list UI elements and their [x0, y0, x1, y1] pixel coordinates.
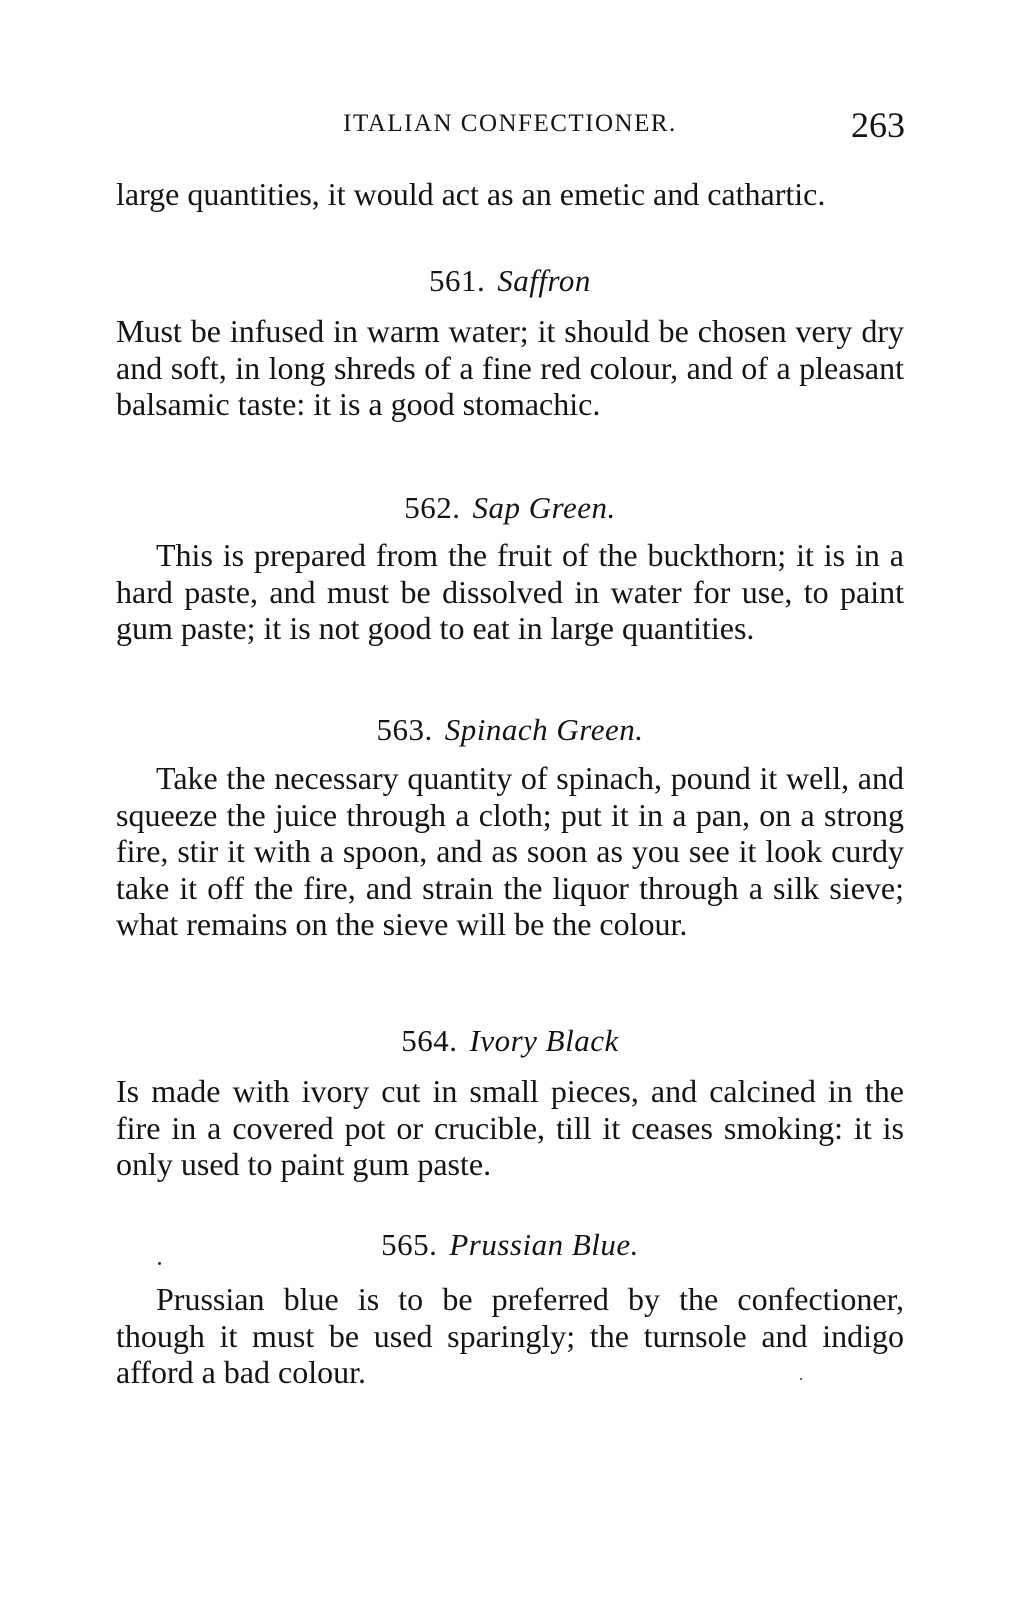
running-title: ITALIAN CONFECTIONER. — [343, 110, 677, 137]
section-number: 565. — [381, 1227, 438, 1262]
section-heading-565 — [116, 1227, 904, 1263]
section-heading-562 — [116, 490, 904, 526]
section-title: Ivory Black — [469, 1023, 619, 1058]
section-paragraph-565: Prussian blue is to be preferred by the confectioner, though it must be used sparingly; the turnsole and indigo afford a bad colour. — [116, 1281, 904, 1390]
section-paragraph-564: Is made with ivory cut in small pieces, and calcined in the fire in a covered pot or crucible, till it ceases smoking: it is only used to paint gum paste. — [116, 1073, 904, 1182]
ink-speck — [158, 1262, 161, 1265]
section-number: 564. — [401, 1023, 458, 1058]
section-number: 561. — [429, 263, 486, 298]
section-paragraph-563: Take the necessary quantity of spinach, pound it well, and squeeze the juice through a cloth; put it in a pan, on a strong fire, stir it with a spoon, and as soon as you see it look curdy take it off the fire, and strain the liquor through a silk sieve; what remains on the sieve will be the colour. — [116, 760, 904, 942]
section-heading-561 — [116, 263, 904, 299]
section-title: Spinach Green. — [444, 712, 644, 747]
section-number: 563. — [376, 712, 433, 747]
section-title: Saffron — [497, 263, 591, 298]
page-number: 263 — [851, 105, 905, 145]
running-head — [115, 104, 905, 150]
ink-speck — [800, 1378, 802, 1380]
section-title: Sap Green. — [472, 490, 616, 525]
section-paragraph-561: Must be infused in warm water; it should be chosen very dry and soft, in long shreds of a fine red colour, and of a pleasant balsamic taste: it is a good stomachic. — [116, 313, 904, 422]
section-paragraph-562: This is prepared from the fruit of the buckthorn; it is in a hard paste, and must be dissolved in water for use, to paint gum paste; it is not good to eat in large quantities. — [116, 537, 904, 646]
section-heading-563 — [116, 712, 904, 748]
continued-paragraph: large quantities, it would act as an emetic and cathartic. — [116, 176, 826, 212]
section-number: 562. — [404, 490, 461, 525]
section-title: Prussian Blue. — [449, 1227, 639, 1262]
section-heading-564 — [116, 1023, 904, 1059]
